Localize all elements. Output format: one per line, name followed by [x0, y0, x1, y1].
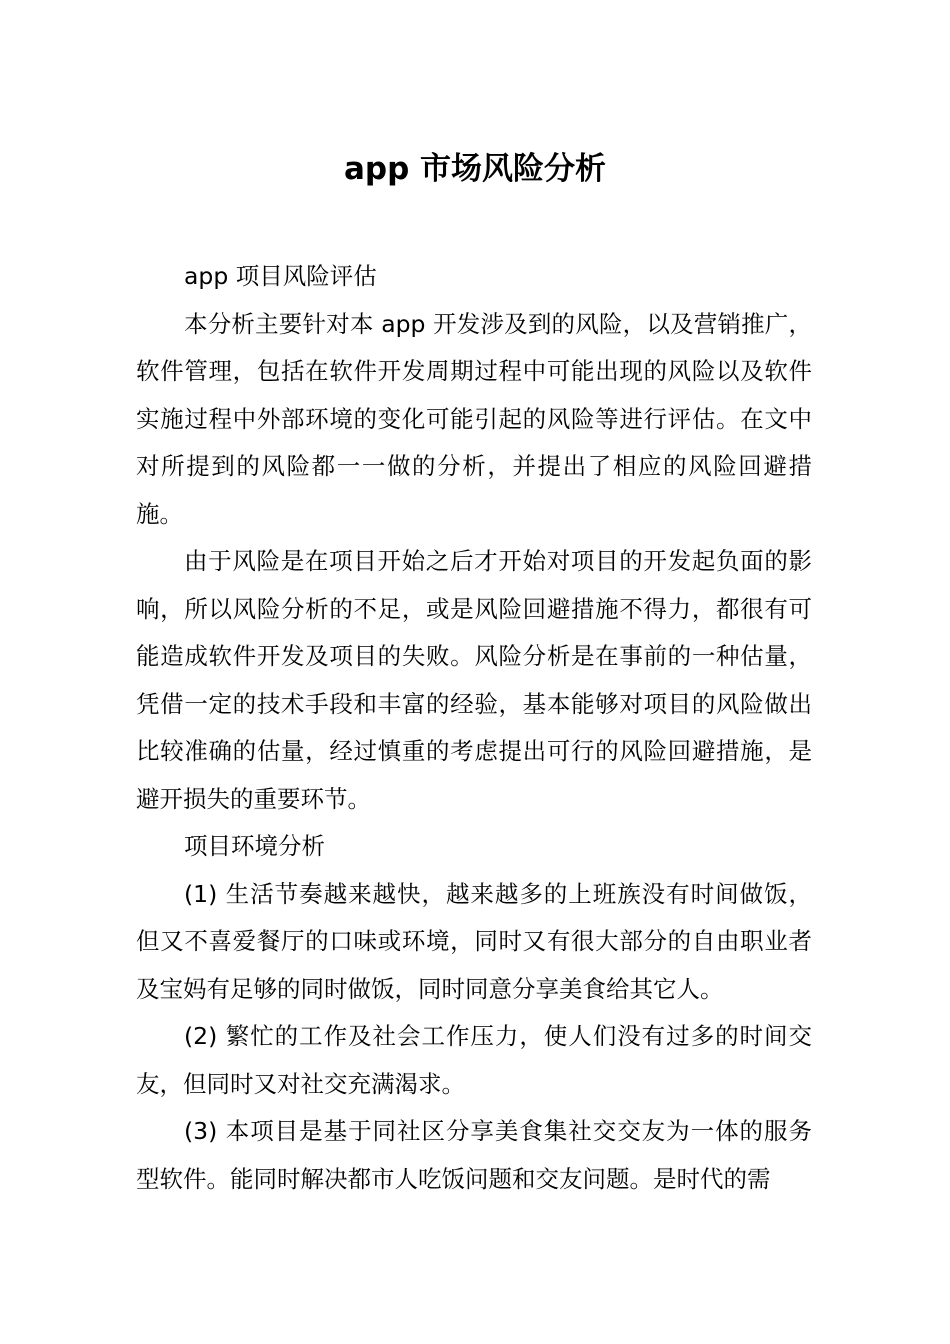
paragraph-item-1: (1) 生活节奏越来越快，越来越多的上班族没有时间做饭，但又不喜爱餐厅的口味或环境，同时又有很大部分的自由职业者及宝妈有足够的同时做饭，同时同意分享美食给其它人。: [136, 879, 812, 1003]
paragraph-item-3: (3) 本项目是基于同社区分享美食集社交交友为一体的服务型软件。能同时解决都市人吃饭问题和交友问题。是时代的需: [136, 1117, 812, 1193]
paragraph-analysis-scope: 本分析主要针对本 app 开发涉及到的风险，以及营销推广，软件管理，包括在软件开发周期过程中可能出现的风险以及软件实施过程中外部环境的变化可能引起的风险等进行评估。在文中对所提到的风险都一一做的分析，并提出了相应的风险回避措施。: [136, 309, 812, 528]
paragraph-risk-importance: 由于风险是在项目开始之后才开始对项目的开发起负面的影响，所以风险分析的不足，或是风险回避措施不得力，都很有可能造成软件开发及项目的失败。风险分析是在事前的一种估量，凭借一定的技术手段和丰富的经验，基本能够对项目的风险做出比较准确的估量，经过慎重的考虑提出可行的风险回避措施，是避开损失的重要环节。: [136, 547, 812, 813]
paragraph-heading-environment: 项目环境分析: [184, 832, 325, 860]
paragraph-heading-risk-assessment: app 项目风险评估: [184, 262, 377, 290]
paragraph-item-2: (2) 繁忙的工作及社会工作压力，使人们没有过多的时间交友，但同时又对社交充满渴求。: [136, 1022, 812, 1098]
document-body: [136, 253, 812, 1203]
document-title: app 市场风险分析: [343, 151, 607, 187]
